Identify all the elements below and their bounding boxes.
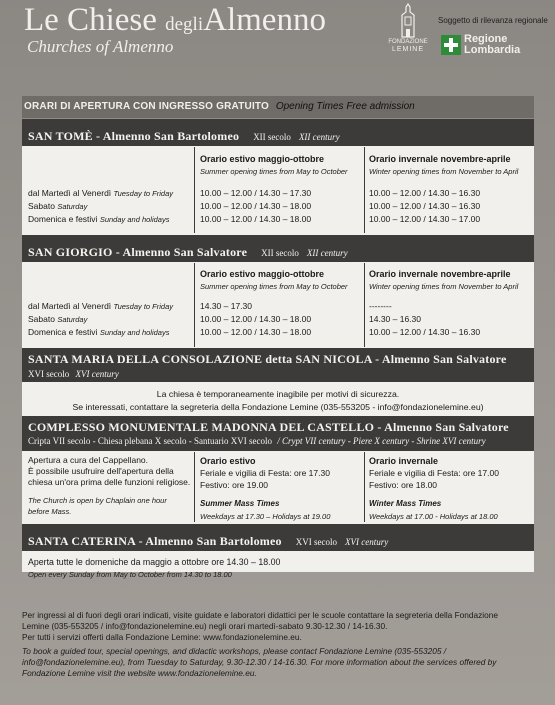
summer-times [200, 187, 311, 226]
summer-header: Orario estivo maggio-ottobre Summer opening times from May to October [200, 269, 348, 291]
time-value: 10.00 – 12.00 / 14.30 – 16.30 [369, 201, 481, 211]
winter-times [369, 300, 480, 339]
time-value: 10.00 – 12.00 / 14.30 – 18.00 [200, 314, 312, 324]
century-en: XII century [306, 248, 348, 258]
winter-header: Orario invernale novembre-aprile Winter opening times from November to April [369, 269, 519, 291]
section-header-santa-maria [22, 348, 534, 382]
time-value: 14.30 – 16.30 [369, 314, 421, 324]
band-en: Opening Times Free admission [275, 101, 415, 112]
fondazione-lemine-logo [388, 3, 428, 65]
time-value: 10.00 – 12.00 / 14.30 – 17.30 [200, 188, 312, 198]
column-divider [364, 263, 365, 347]
summer-header: Orario estivo maggio-ottobre Summer opening times from May to October [200, 154, 348, 176]
winter-header: Orario invernale novembre-aprile Winter opening times from November to April [369, 154, 519, 176]
row-label: dal Martedì al Venerdì Tuesday to Friday [28, 301, 174, 311]
century-en: XVI century [344, 537, 389, 547]
summer-times [200, 300, 311, 339]
santa-maria-notice: La chiesa è temporaneamente inagibile per motivi di sicurezza. Se interessati, contattare la segreteria della Fondazione Lemine (035-553205 - info@fondazionelemine.eu) [72, 389, 484, 412]
day-labels [28, 187, 173, 226]
regional-label: Soggetto di rilevanza regionale [438, 16, 548, 25]
madonna-winter: Orario invernale Feriale e vigilia di Festa: ore 17.00 Festivo: ore 18.00 Winter Mass Times Weekdays at 17.00 - Holidays at 18.00 [369, 456, 499, 521]
regione-name-2: Lombardia [464, 44, 521, 56]
section-header-santa-caterina [22, 524, 534, 551]
section-title: SAN GIORGIO - Almenno San Salvatore [28, 245, 248, 259]
section-title: SAN TOMÈ - Almenno San Bartolomeo [28, 129, 240, 143]
caterina-info: Aperta tutte le domeniche da maggio a ottobre ore 14.30 – 18.00 Open every Sunday from May to October from 14.30 to 18.00 [28, 557, 281, 579]
section-title: SANTA MARIA DELLA CONSOLAZIONE detta SAN NICOLA - Almenno San Salvatore [28, 352, 507, 366]
section-title: SANTA CATERINA - Almenno San Bartolomeo [28, 534, 282, 548]
row-label: Domenica e festivi Sunday and holidays [28, 327, 170, 337]
opening-band-text [24, 101, 415, 112]
century-it: XII secolo [253, 132, 291, 142]
footer-info: Per ingressi al di fuori degli orari indicati, visite guidate e laboratori didattici per le scuole contattare la segreteria della Fondazione Lemine (035-553205 / info@fondazionelemine.eu) negli orari martedì-sabato 9.30-12.30 / 14-16.30. Per tutti i servizi offerti dalla Fondazione Lemine: www.fondazionelemine.eu. To book a guided tour, special openings, and didactic workshops, please contact Fondazione Lemine (035-553205 / info@fondazionelemine.eu), from Tuesday to Saturday, 9.30-12.30 / 14-16.30. For more information about the services offered by Fondazione Lemine visit the website www.fondazionelemine.eu. [22, 610, 498, 678]
column-divider [364, 452, 365, 522]
century-en: XII century [298, 132, 340, 142]
time-value: 10.00 – 12.00 / 14.30 – 16.30 [369, 188, 481, 198]
column-divider [194, 263, 195, 347]
column-divider [194, 147, 195, 233]
section-header-madonna: COMPLESSO MONUMENTALE MADONNA DEL CASTELLO - Almenno San Salvatore Cripta VII secolo - Chiesa plebana X secolo - Santuario XVI secolo / Crypt VII century - Piere X century - Shrine XVI century [22, 416, 534, 451]
section-header-san-giorgio [22, 235, 534, 262]
fondazione-label: FONDAZIONE [388, 39, 428, 45]
column-divider [364, 147, 365, 233]
time-value: 10.00 – 12.00 / 14.30 – 16.30 [369, 327, 481, 337]
time-value: -------- [369, 301, 392, 311]
row-label: dal Martedì al Venerdì Tuesday to Friday [28, 188, 174, 198]
century-it: Cripta VII secolo - Chiesa plebana X secolo - Santuario XVI secolo [28, 436, 273, 446]
title-end: Almenno [203, 2, 326, 38]
century-en: Crypt VII century - Piere X century - Shrine XVI century [282, 436, 486, 446]
time-value: 10.00 – 12.00 / 14.30 – 17.00 [369, 214, 481, 224]
regione-lombardia-logo [441, 34, 520, 56]
row-label: Sabato Saturday [28, 201, 88, 211]
century-it: XVI secolo [28, 369, 70, 379]
century-it: XVI secolo [295, 537, 337, 547]
band-it: ORARI DI APERTURA CON INGRESSO GRATUITO [24, 101, 270, 112]
title-main: Le Chiese [24, 2, 157, 38]
regione-cross-icon [441, 35, 461, 55]
madonna-summer: Orario estivo Feriale e vigilia di Festa: ore 17.30 Festivo: ore 19.00 Summer Mass Times Weekdays at 17.30 – Holidays at 19.00 [200, 456, 331, 521]
madonna-info: Apertura a cura del Cappellano. È possibile usufruire dell'apertura della chiesa un'ora prima delle funzioni religiose. The Church is open by Chaplain one hour before Mass. [28, 455, 191, 516]
column-divider [194, 452, 195, 522]
row-label: Domenica e festivi Sunday and holidays [28, 214, 170, 224]
day-labels [28, 300, 173, 339]
regione-name-1: Regione [464, 33, 508, 45]
section-header-san-tome [22, 119, 534, 146]
page-subtitle: Churches of Almenno [27, 37, 174, 56]
time-value: 10.00 – 12.00 / 14.30 – 18.00 [200, 201, 312, 211]
church-icon [395, 3, 421, 39]
time-value: 10.00 – 12.00 / 14.30 – 18.00 [200, 214, 312, 224]
century-it: XII secolo [261, 248, 299, 258]
time-value: 10.00 – 12.00 / 14.30 – 18.00 [200, 327, 312, 337]
winter-times [369, 187, 480, 226]
section-title: COMPLESSO MONUMENTALE MADONNA DEL CASTELLO - Almenno San Salvatore [28, 420, 509, 434]
fondazione-name: LEMINE [391, 46, 425, 53]
century-en: XVI century [75, 369, 119, 379]
time-value: 14.30 – 17.30 [200, 301, 252, 311]
row-label: Sabato Saturday [28, 314, 88, 324]
title-small: degli [165, 14, 204, 35]
